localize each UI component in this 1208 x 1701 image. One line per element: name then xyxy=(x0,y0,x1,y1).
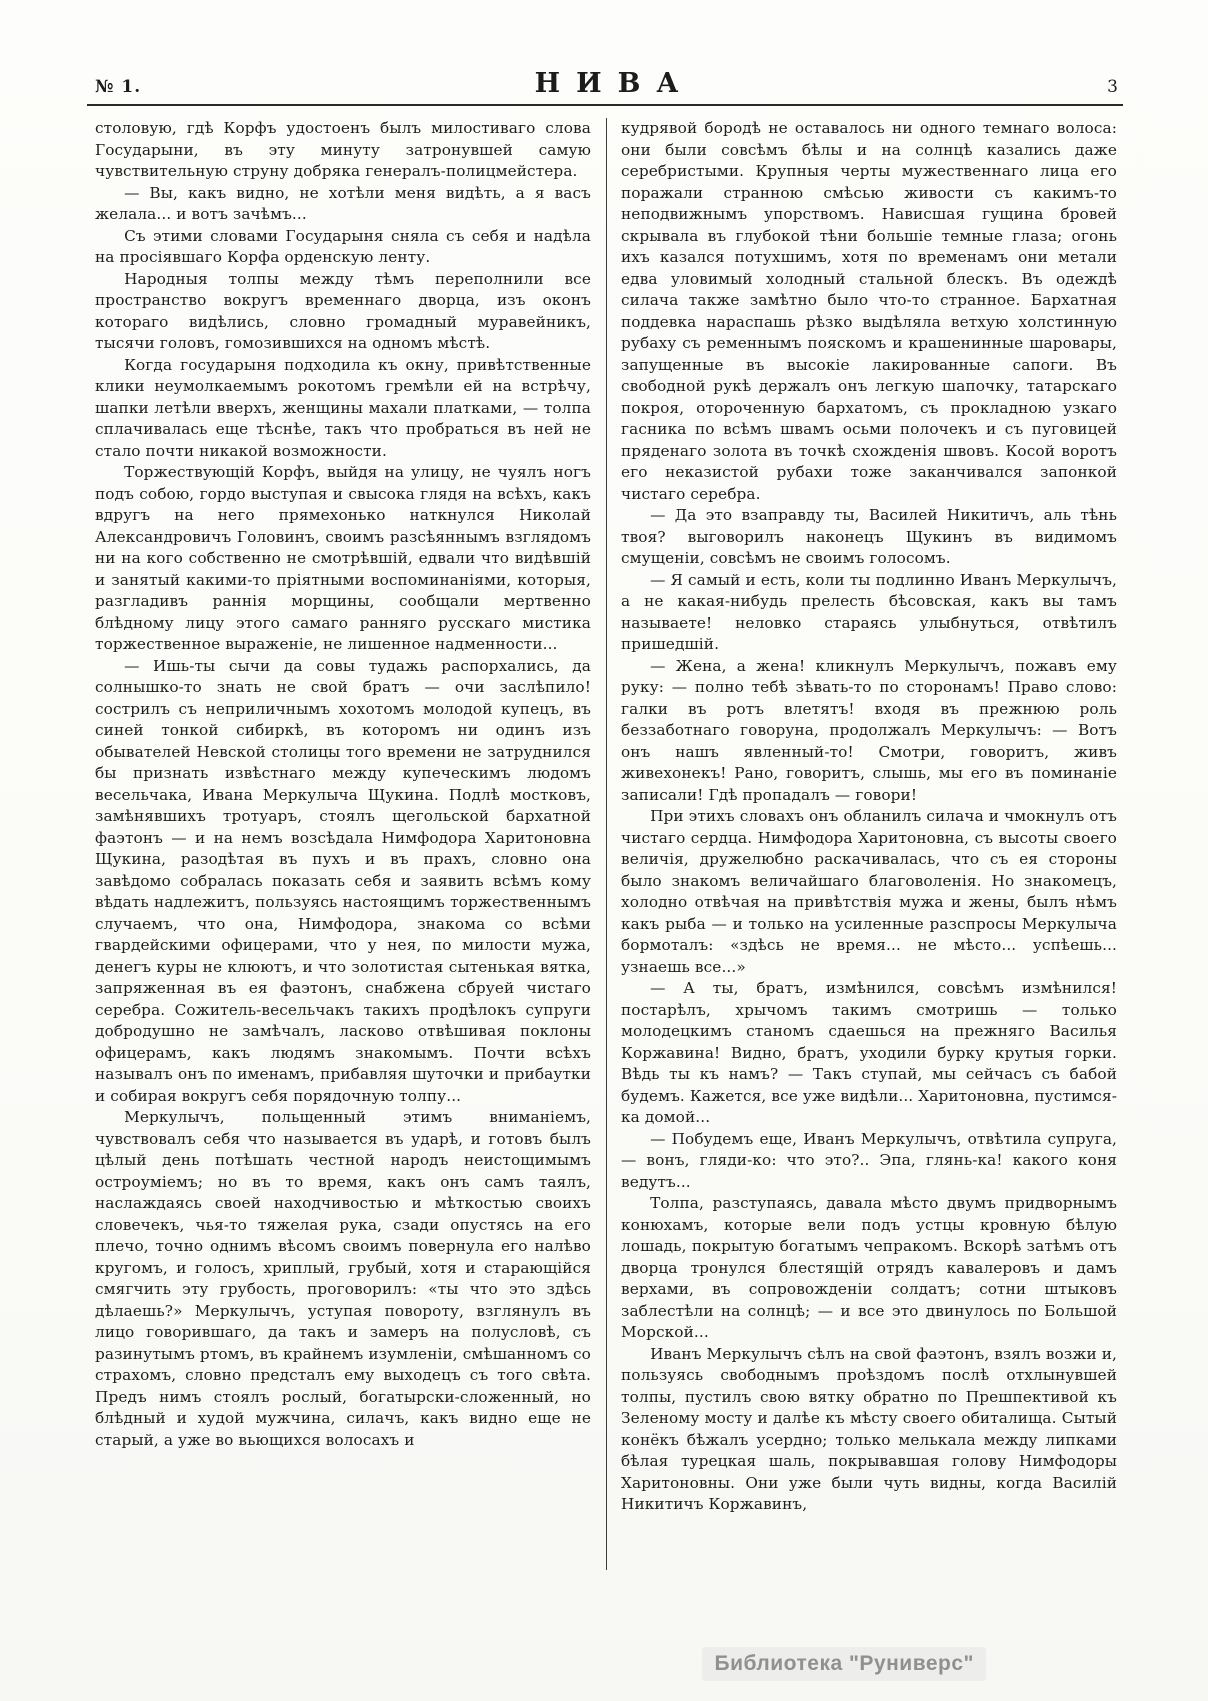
paragraph: — Вы, какъ видно, не хотѣли меня видѣть, а я васъ желала... и вотъ зачѣмъ... xyxy=(95,183,591,223)
issue-number: № 1. xyxy=(95,77,142,97)
paragraph: Меркулычъ, польщенный этимъ вниманіемъ, чувствовалъ себя что называется въ ударѣ, и готовъ былъ цѣлый день потѣшать честной народъ неистощимымъ остроуміемъ; но въ то время, какъ онъ самъ таялъ, наслаждаясь своей находчивостью и мѣткостью своихъ словечекъ, чья-то тяжелая рука, сзади опустясь на его плечо, точно однимъ вѣсомъ своимъ повернула его налѣво кругомъ, и голосъ, хриплый, грубый, хотя и старающійся смягчить эту грубость, проговорилъ: «ты что это здѣсь дѣлаешь?» Меркулычъ, уступая повороту, взглянулъ въ лицо говорившаго, да такъ и замеръ на полусловѣ, съ разинутымъ ртомъ, въ крайнемъ изумленіи, смѣшанномъ со страхомъ, словно предсталъ ему выходецъ съ того свѣта. Предъ нимъ стоялъ рослый, богатырски-сложенный, но блѣдный и худой мужчина, силачъ, какъ видно еще не старый, а уже во вьющихся волосахъ и xyxy=(95,1108,591,1449)
paragraph: — А ты, братъ, измѣнился, совсѣмъ измѣнился! постарѣлъ, хрычомъ такимъ смотришь — только молодецкимъ станомъ сдаешься на прежняго Василья Коржавина! Видно, братъ, уходили бурку крутыя горки. Вѣдь ты къ намъ? — Такъ ступай, мы сейчасъ съ бабой будемъ. Кажется, все уже видѣли... Харитоновна, пустимся-ка домой... xyxy=(621,979,1117,1126)
left-column xyxy=(95,118,591,1570)
paragraph: кудрявой бородѣ не оставалось ни одного темнаго волоса: они были совсѣмъ бѣлы и на солнцѣ казались даже серебристыми. Крупныя черты мужественнаго лица его поражали странною смѣсью живости съ какимъ-то неподвижнымъ упорствомъ. Нависшая гущина бровей скрывала въ глубокой тѣни большіе темные глаза; огонь ихъ казался потухшимъ, хотя по временамъ они метали едва уловимый холодный стальной блескъ. Въ одеждѣ силача также замѣтно было что-то странное. Бархатная поддевка нараспашь рѣзко выдѣляла ветхую холстинную рубаху съ ременнымъ пояскомъ и крашенинные шаровары, запущенные въ высокіе лакированные сапоги. Въ свободной рукѣ держалъ онъ легкую шапочку, татарскаго покроя, отороченную бархатомъ, съ прокладною узкаго гасника по всѣмъ швамъ осьми полочекъ и съ пуговицей пряденаго золота въ точкѣ схожденія швовъ. Косой воротъ его неказистой рубахи тоже заканчивался запонкой чистаго серебра. xyxy=(621,119,1117,503)
magazine-title: НИВА xyxy=(534,68,695,99)
paragraph: — Ишь-ты сычи да совы тудажь распорхались, да солнышко-то знать не свой братъ — очи заслѣпило! сострилъ съ неприличнымъ хохотомъ молодой купецъ, въ синей тонкой сибиркѣ, въ которомъ ни одинъ изъ обывателей Невской столицы того времени не затруднился бы признать извѣстнаго между купеческимъ людомъ весельчака, Ивана Меркулыча Щукина. Подлѣ мостковъ, замѣнявшихъ тротуаръ, стоялъ щегольской бархатной фаэтонъ — и на немъ возсѣдала Нимфодора Харитоновна Щукина, разодѣтая въ пухъ и въ прахъ, словно она завѣдомо собралась показать себя и заявить всѣмъ кому вѣдать надлежитъ, пользуясь настоящимъ торжественнымъ случаемъ, что она, Нимфодора, знакома со всѣми гвардейскими офицерами, что у нея, по милости мужа, денегъ куры не клюютъ, и что золотистая сытенькая вятка, запряженная въ ея фаэтонъ, снабжена сбруей чистаго серебра. Сожитель-весельчакъ такихъ продѣлокъ супруги добродушно не замѣчалъ, ласково отвѣшивая поклоны офицерамъ, какъ людямъ знакомымъ. Почти всѣхъ называлъ онъ по именамъ, прибавляя шуточки и прибаутки и собирая вокругъ себя порядочную толпу... xyxy=(95,656,591,1105)
paragraph: Иванъ Меркулычъ сѣлъ на свой фаэтонъ, взялъ возжи и, пользуясь свободнымъ проѣздомъ послѣ отхлынувшей толпы, пустилъ свою вятку обратно по Прешпективой къ Зеленому мосту и далѣе къ мѣсту своего обиталища. Сытый конёкъ бѣжалъ усердно; только мелькала между липками бѣлая турецкая шаль, покрывавшая голову Нимфодоры Харитоновны. Они уже были чуть видны, когда Василій Никитичъ Коржавинъ, xyxy=(621,1344,1117,1513)
column-gutter xyxy=(591,118,621,1570)
paragraph: Народныя толпы между тѣмъ переполнили все пространство вокругъ временнаго дворца, изъ оконъ котораго видѣлись, словно громадный муравейникъ, тысячи головъ, гомозившихся на одномъ мѣстѣ. xyxy=(95,269,591,352)
text-columns xyxy=(95,118,1117,1570)
column-divider xyxy=(606,118,607,1570)
right-column xyxy=(621,118,1117,1570)
paragraph: — Побудемъ еще, Иванъ Меркулычъ, отвѣтила супруга, — вонъ, гляди-ко: что это?.. Эпа, глянь-ка! какого коня ведутъ... xyxy=(621,1129,1117,1191)
runiverse-watermark: Библиотека "Руниверс" xyxy=(702,1647,986,1681)
paragraph: Торжествующій Корфъ, выйдя на улицу, не чуялъ ногъ подъ собою, гордо выступая и свысока глядя на всѣхъ, какъ вдругъ на него прямехонько наткнулся Николай Александровичъ Головинъ, своимъ разсѣяннымъ взглядомъ ни на кого собственно не смотрѣвшій, едвали что видѣвшій и занятый какими-то пріятными воспоминаніями, которыя, разгладивъ раннія морщины, сообщали мертвенно блѣдному лицу этого самаго ранняго русскаго мистика торжественное выраженіе, не лишенное надменности... xyxy=(95,463,591,653)
paragraph: Когда государыня подходила къ окну, привѣтственные клики неумолкаемымъ рокотомъ гремѣли ей на встрѣчу, шапки летѣли вверхъ, женщины махали платками, — толпа сплачивалась еще тѣснѣе, такъ что пробраться въ ней не стало почти никакой возможности. xyxy=(95,355,591,460)
page-number: 3 xyxy=(1107,77,1118,97)
paragraph: Толпа, разступаясь, давала мѣсто двумъ придворнымъ конюхамъ, которые вели подъ устцы кровную бѣлую лошадь, покрытую богатымъ чепракомъ. Вскорѣ затѣмъ отъ дворца тронулся блестящій отрядъ кавалеровъ и дамъ верхами, въ сопровожденіи солдатъ; сотни штыковъ заблестѣли на солнцѣ; — и все это двинулось по Большой Морской... xyxy=(621,1194,1117,1341)
paragraph: Съ этими словами Государыня сняла съ себя и надѣла на просіявшаго Корфа орденскую ленту. xyxy=(95,226,591,266)
paragraph: При этихъ словахъ онъ обланилъ силача и чмокнулъ отъ чистаго сердца. Нимфодора Харитоновна, съ высоты своего величія, дружелюбно раскачивалась, что съ ея стороны было знакомъ величайшаго благоволенія. Но знакомецъ, холодно отвѣчая на привѣтствія мужа и жены, былъ нѣмъ какъ рыба — и только на усиленные разспросы Меркулыча бормоталъ: «здѣсь не время... не мѣсто... успѣешь... узнаешь все...» xyxy=(621,807,1117,976)
header-rule xyxy=(87,104,1123,106)
paragraph: — Да это взаправду ты, Василей Никитичъ, аль тѣнь твоя? выговорилъ наконецъ Щукинъ въ видимомъ смущеніи, совсѣмъ не своимъ голосомъ. xyxy=(621,506,1117,567)
page-header xyxy=(95,68,1118,99)
paragraph: — Жена, а жена! кликнулъ Меркулычъ, пожавъ ему руку: — полно тебѣ зѣвать-то по сторонамъ! Право слово: галки въ ротъ влетятъ! входя въ прежнюю роль беззаботнаго говоруна, продолжалъ Меркулычъ: — Вотъ онъ нашъ явленный-то! Смотри, говоритъ, живъ живехонекъ! Рано, говоритъ, слышь, мы его въ поминаніе записали! Гдѣ пропадалъ — говори! xyxy=(621,656,1117,804)
paragraph: — Я самый и есть, коли ты подлинно Иванъ Меркулычъ, а не какая-нибудь прелесть бѣсовская, какъ вы тамъ называете! неловко стараясь улыбнуться, отвѣтилъ пришедшій. xyxy=(621,570,1117,653)
paragraph: столовую, гдѣ Корфъ удостоенъ былъ милостиваго слова Государыни, въ эту минуту затронувшей самую чувствительную струну добряка генералъ-полицмейстера. xyxy=(95,119,591,180)
